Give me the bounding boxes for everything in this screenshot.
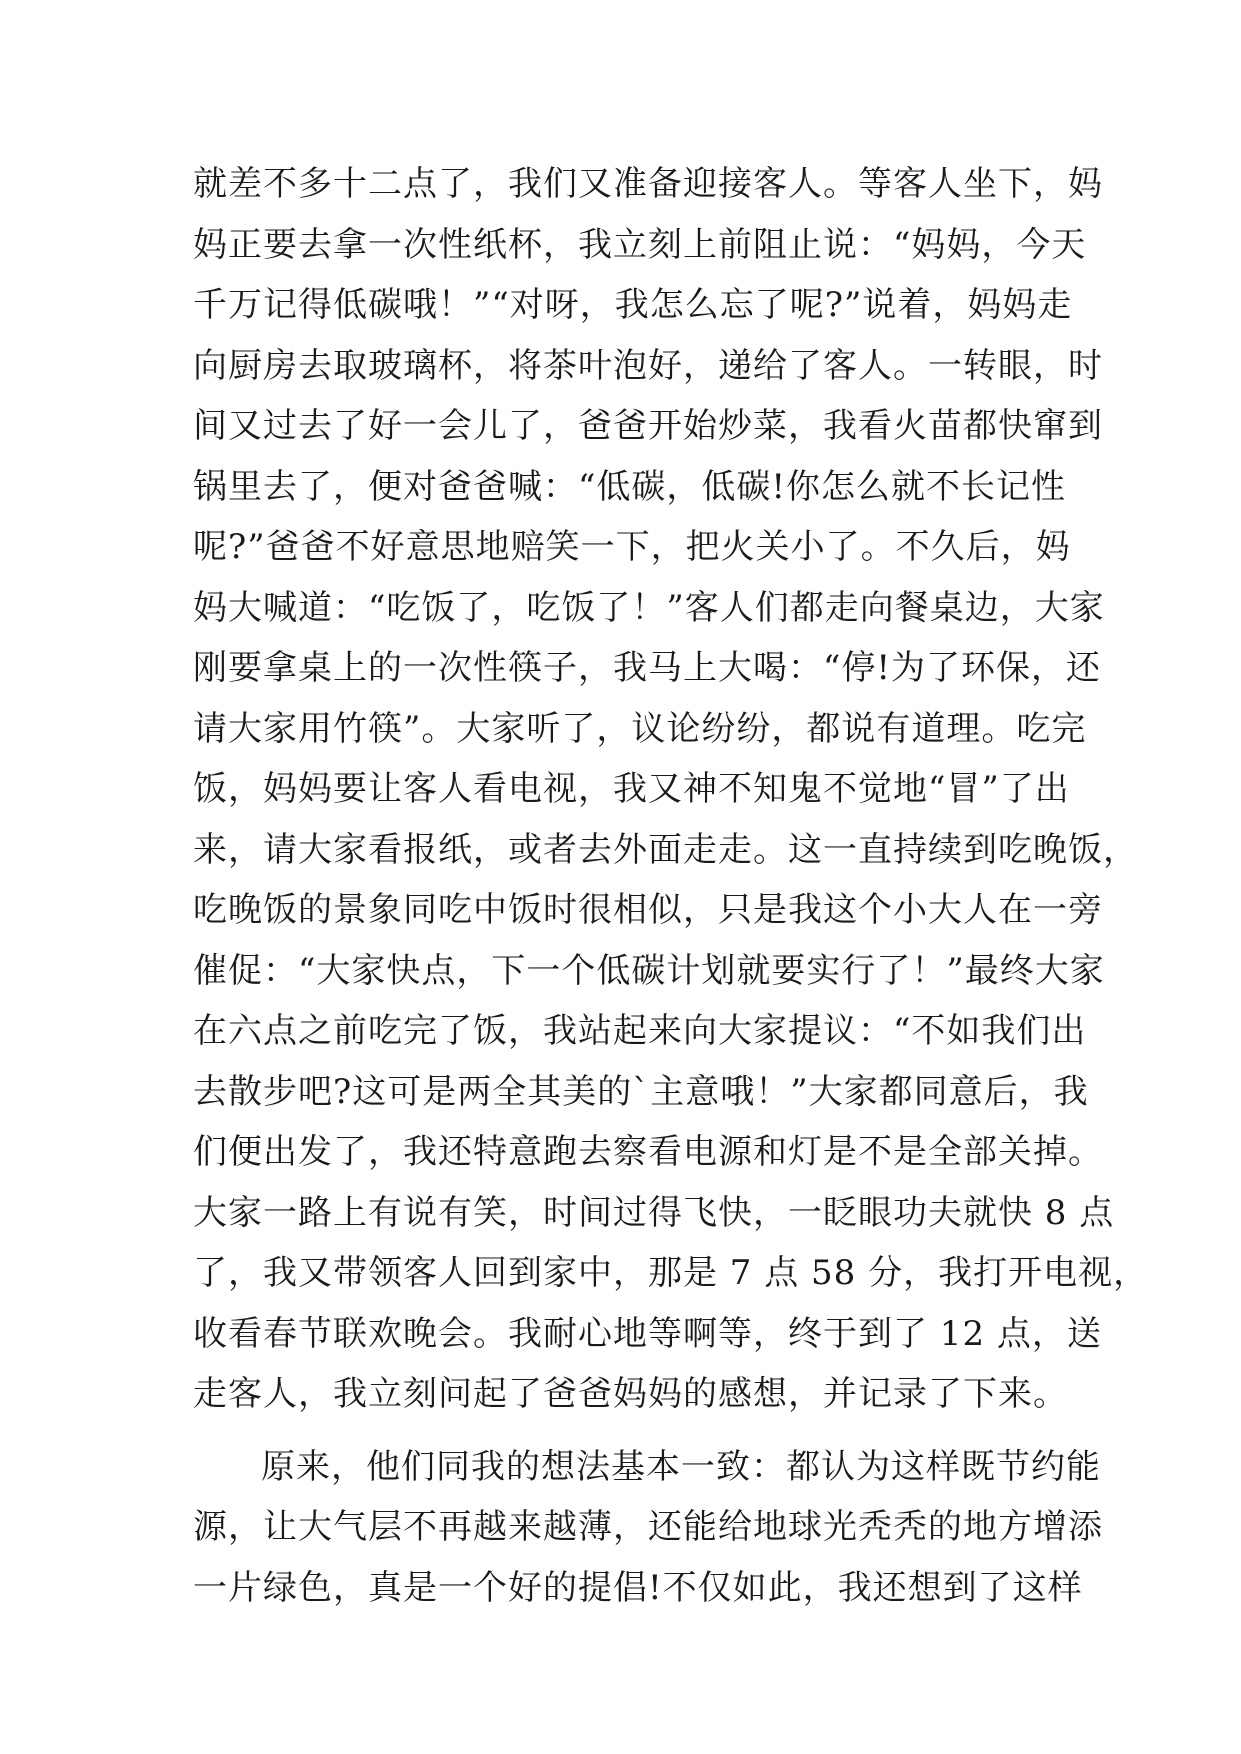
- document-body: [193, 154, 1149, 1618]
- text-line: 源，让大气层不再越来越薄，还能给地球光秃秃的地方增添: [193, 1507, 1103, 1547]
- text-line: 向厨房去取玻璃杯，将茶叶泡好，递给了客人。一转眼，时: [193, 345, 1103, 386]
- paragraph-1: [193, 154, 1149, 1425]
- text-line: 妈大喊道：“吃饭了，吃饭了！”客人们都走向餐桌边，大家: [193, 587, 1105, 628]
- text-line: 收看春节联欢晚会。我耐心地等啊等，终于到了 12 点，送: [193, 1313, 1102, 1354]
- text-line: 来，请大家看报纸，或者去外面走走。这一直持续到吃晚饭，: [193, 829, 1138, 870]
- text-line: 去散步吧?这可是两全其美的`主意哦！”大家都同意后，我: [193, 1071, 1089, 1112]
- text-line: 在六点之前吃完了饭，我站起来向大家提议：“不如我们出: [193, 1011, 1087, 1051]
- text-line: 就差不多十二点了，我们又准备迎接客人。等客人坐下，妈: [193, 164, 1103, 204]
- text-line: 刚要拿桌上的一次性筷子，我马上大喝：“停!为了环保，还: [193, 648, 1102, 688]
- text-line: 间又过去了好一会儿了，爸爸开始炒菜，我看火苗都快窜到: [193, 406, 1103, 446]
- text-line: 一片绿色，真是一个好的提倡!不仅如此，我还想到了这样: [193, 1567, 1083, 1608]
- text-line: 们便出发了，我还特意跑去察看电源和灯是不是全部关掉。: [193, 1132, 1103, 1172]
- paragraph-gap: [193, 1425, 1073, 1437]
- text-line: 锅里去了，便对爸爸喊：“低碳，低碳!你怎么就不长记性: [193, 466, 1067, 507]
- text-line: 千万记得低碳哦！”“对呀，我怎么忘了呢?”说着，妈妈走: [193, 285, 1073, 325]
- text-line: 吃晚饭的景象同吃中饭时很相似，只是我这个小大人在一旁: [193, 890, 1103, 930]
- text-line: 呢?”爸爸不好意思地赔笑一下，把火关小了。不久后，妈: [193, 527, 1071, 567]
- text-line: 请大家用竹筷”。大家听了，议论纷纷，都说有道理。吃完: [193, 708, 1087, 749]
- text-line: 了，我又带领客人回到家中，那是 7 点 58 分，我打开电视，: [193, 1253, 1149, 1293]
- text-line: 大家一路上有说有笑，时间过得飞快，一眨眼功夫就快 8 点: [193, 1192, 1115, 1233]
- text-line: 走客人，我立刻问起了爸爸妈妈的感想，并记录了下来。: [193, 1374, 1068, 1414]
- paragraph-2: [193, 1437, 1103, 1619]
- text-line: 妈正要去拿一次性纸杯，我立刻上前阻止说：“妈妈，今天: [193, 224, 1087, 265]
- text-line: 原来，他们同我的想法基本一致：都认为这样既节约能: [261, 1446, 1101, 1487]
- text-line: 饭，妈妈要让客人看电视，我又神不知鬼不觉地“冒”了出: [193, 769, 1070, 809]
- text-line: 催促：“大家快点，下一个低碳计划就要实行了！”最终大家: [193, 950, 1105, 991]
